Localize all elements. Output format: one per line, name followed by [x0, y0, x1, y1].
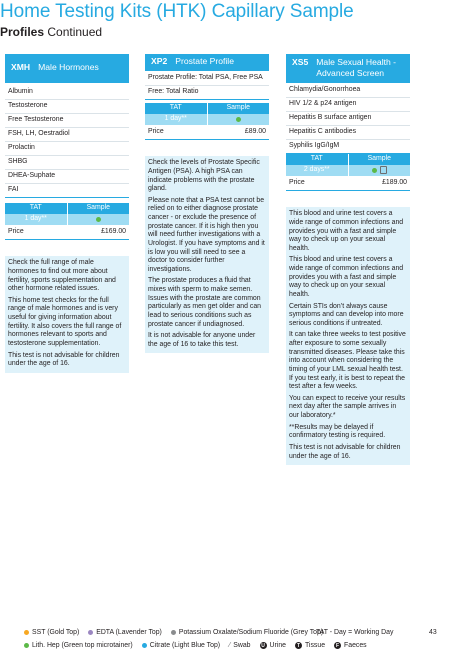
price-row [5, 225, 129, 241]
green-dot-icon [372, 168, 377, 173]
price-label: Price [289, 178, 305, 186]
desc-paragraph: Please note that a PSA test cannot be relied on to either diagnose prostate cancer - or exclude the presence of prostate cancer. If it is high then you will need further investigations with a Urologist. If you have symptoms and it is low you will still need to see a doctor to consider further investigations. [148, 196, 265, 273]
tat-value: 2 days** [303, 165, 330, 173]
price-row [286, 176, 410, 192]
price-value: £189.00 [382, 178, 407, 186]
sample-cell [207, 113, 270, 126]
legend-label: Swab [233, 642, 251, 649]
lavender-dot-icon [88, 630, 93, 635]
card-header [145, 54, 269, 71]
card-header [286, 54, 410, 83]
swab-icon: ⁄ [229, 642, 231, 649]
legend-item [334, 642, 367, 649]
legend-row [24, 629, 323, 636]
urine-bottle-icon [380, 166, 387, 174]
price-value: £89.00 [244, 127, 266, 135]
price-label: Price [148, 127, 164, 135]
test-item: Free: Total Ratio [145, 85, 269, 99]
grey-dot-icon [171, 630, 176, 635]
card-code: XP2 [151, 56, 168, 67]
gold-dot-icon [24, 630, 29, 635]
tat-row [286, 165, 410, 176]
sample-label: Sample [207, 103, 270, 114]
tat-label: TAT [310, 155, 323, 162]
legend-item [142, 642, 220, 649]
card-code: XS5 [292, 57, 309, 67]
legend-item [24, 642, 133, 649]
legend-item [229, 642, 250, 649]
page-subtitle [0, 25, 102, 39]
tat-label: TAT [29, 204, 42, 211]
test-item: HIV 1/2 & p24 antigen [286, 97, 410, 111]
legend-label: Lith. Hep (Green top microtainer) [32, 642, 133, 649]
green-dot-icon [96, 217, 101, 222]
price-row [145, 125, 269, 141]
subtitle-bold: Profiles [0, 25, 45, 39]
tat-label: TAT [169, 104, 182, 111]
test-list [286, 84, 410, 154]
card-header [5, 54, 129, 83]
legend-label: Potassium Oxalate/Sodium Fluoride (Grey Top) [178, 629, 324, 636]
desc-paragraph: You can expect to receive your results next day after the sample arrives in our laboratory.* [289, 394, 406, 419]
test-item: DHEA-Suphate [5, 169, 129, 183]
desc-paragraph: This blood and urine test covers a wide range of common infections and provides you with a fast and simple way to check up on your sexual health. [289, 256, 404, 298]
desc-paragraph: Check the full range of male hormones to find out more about fertility, sports supplementation and other hormone related issues. [8, 259, 116, 293]
card-prostate-profile [145, 54, 269, 353]
test-item: Albumin [8, 88, 33, 95]
test-item: Prostate Profile: Total PSA, Free PSA [148, 74, 263, 81]
legend-item [24, 629, 79, 636]
legend-label: Citrate (Light Blue Top) [149, 642, 221, 649]
test-item: Chlamydia/Gonorrhoea [289, 86, 361, 93]
legend-row [24, 642, 367, 649]
card-male-hormones [5, 54, 129, 373]
test-item: Syphilis IgG/IgM [286, 139, 410, 153]
green-dot-icon [236, 117, 241, 122]
sample-cell [67, 213, 130, 226]
light-blue-dot-icon [142, 643, 147, 648]
page-title: Home Testing Kits (HTK) Capillary Sample [0, 1, 354, 22]
test-list [5, 86, 129, 198]
card-male-sexual-health [286, 54, 410, 465]
price-label: Price [8, 227, 24, 235]
legend-label: Faeces [344, 642, 367, 649]
card-code: XMH [11, 62, 31, 73]
tat-row [5, 214, 129, 225]
sample-cell [348, 164, 411, 177]
desc-paragraph: Check the levels of Prostate Specific Antigen (PSA). A high PSA can indicate problems with the prostate gland. [148, 159, 260, 193]
legend-item [260, 642, 286, 649]
card-description [5, 256, 129, 373]
desc-paragraph: This test is not advisable for children under the age of 16. [289, 443, 401, 460]
urine-icon: U [261, 642, 265, 649]
desc-paragraph: Certain STIs don’t always cause symptoms and can develop into more serious conditions if untreated. [289, 302, 404, 327]
desc-paragraph: This blood and urine test covers a wide range of common infections and provides you with a fast and simple way to check up on your sexual health. [289, 210, 404, 252]
test-item: Hepatitis B surface antigen [286, 111, 410, 125]
desc-paragraph: It is not advisable for anyone under the age of 16 to take this test. [148, 332, 256, 348]
legend-label: SST (Gold Top) [32, 629, 80, 636]
subtitle-rest: Continued [44, 25, 103, 39]
tissue-icon: T [296, 642, 301, 649]
legend-label: Tissue [304, 642, 326, 649]
sample-label: Sample [348, 154, 411, 165]
tat-value: 1 day** [164, 114, 187, 122]
test-item: Prolactin [5, 141, 129, 155]
desc-paragraph: The prostate produces a fluid that mixes with sperm to make semen. Issues with the prostate are common particularly as men get older and can lead to serious conditions such as prostate cancer if undiagnosed. [148, 277, 261, 328]
card-description [145, 156, 269, 353]
test-item: FSH, LH, Oestradiol [5, 127, 129, 141]
desc-paragraph: It can take three weeks to test positive after exposure to some sexually transmitted diseases. Please take this into account when considering the timing of your LML sexual health test. If you test early, it is best to repeat the test after a few weeks. [289, 331, 406, 391]
desc-paragraph: This home test checks for the full range of male hormones and is very useful for giving information about fertility. It also covers the full range of hormones relevant to sports and testosterone supplementation. [8, 296, 122, 347]
legend-label: Urine [269, 642, 286, 649]
tat-value: 1 day** [24, 214, 47, 222]
page-number: 43 [429, 629, 437, 636]
sample-label: Sample [67, 203, 130, 214]
tat-note: TAT - Day = Working Day [316, 629, 394, 636]
test-item: Hepatitis C antibodies [286, 125, 410, 139]
legend-item [88, 629, 162, 636]
test-item: FAI [5, 183, 129, 197]
desc-paragraph: This test is not advisable for children under the age of 16. [8, 351, 120, 368]
test-item: Free Testosterone [5, 113, 129, 127]
legend-item [171, 629, 323, 636]
card-title: Male Hormones [38, 62, 99, 73]
test-item: Testosterone [5, 99, 129, 113]
card-title: Prostate Profile [175, 56, 235, 67]
faeces-icon: F [336, 642, 340, 649]
card-description [286, 207, 410, 465]
test-item: SHBG [5, 155, 129, 169]
price-value: £169.00 [101, 227, 126, 235]
card-title: Male Sexual Health - Advanced Screen [316, 57, 397, 79]
desc-paragraph: **Results may be delayed if confirmatory testing is required. [289, 423, 386, 440]
green-dot-icon [24, 643, 29, 648]
legend-item [295, 642, 325, 649]
test-list [145, 72, 269, 100]
tat-row [145, 114, 269, 125]
legend-label: EDTA (Lavender Top) [96, 629, 162, 636]
